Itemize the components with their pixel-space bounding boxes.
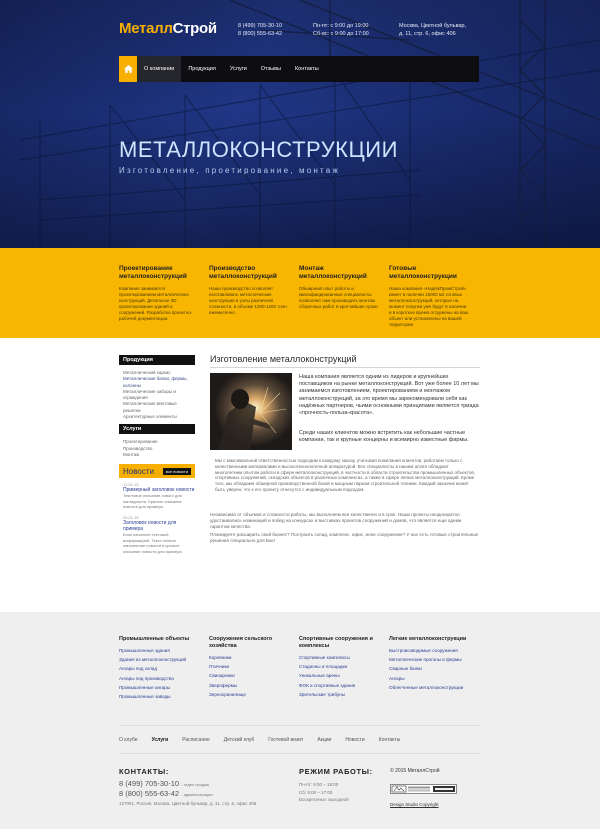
feature-text: Компания занимается проектированием металлических конструкций. Детальное 3D проектирование зданий и сооружений. Разработка проектно-рабочей документации. — [119, 286, 193, 321]
footer-column-title[interactable]: Спортивные сооружения и комплексы — [299, 636, 373, 649]
sidebar-item-grates[interactable]: Металлические винтовые решетки — [123, 401, 177, 413]
feature-text: Наше производство позволяет изготавливать металлические конструкции и узлы различной сложности, в объеме 1000-1200 тонн ежемесячно. — [209, 286, 287, 315]
footer-hours-2: Сб: 9:00 – 17:00 — [299, 789, 333, 795]
content-title: Изготовление металлоконструкций — [210, 354, 357, 364]
footer-nav-item[interactable]: Гостевой визит — [268, 737, 304, 743]
home-button[interactable] — [119, 56, 137, 82]
sidebar-services-heading[interactable]: Услуги — [119, 424, 195, 434]
footer-link[interactable]: Металлические прогоны и фермы — [389, 657, 462, 663]
nav-item-products[interactable]: Продукция — [188, 66, 216, 72]
footer-link[interactable]: Сварные балки — [389, 666, 422, 672]
news-title-link[interactable]: Заголовок новости для примера — [123, 520, 177, 533]
footer-column-industrial — [119, 636, 203, 703]
header-address-1: Москва, Цветной бульвар, — [399, 23, 467, 29]
hero-banner — [0, 0, 600, 248]
nav-item-reviews[interactable]: Отзывы — [260, 66, 281, 72]
header-hours — [313, 22, 369, 38]
footer-link[interactable]: Уникальные арены — [299, 673, 340, 679]
sidebar-services-list — [119, 434, 195, 462]
header-address — [399, 22, 466, 38]
sidebar-products-heading[interactable]: Продукция — [119, 355, 195, 365]
footer-link[interactable]: Ангары — [389, 675, 405, 681]
footer-phone-admin[interactable] — [119, 789, 213, 798]
nav-item-services[interactable]: Услуги — [229, 66, 247, 72]
content-divider — [210, 367, 480, 368]
footer-column-sports — [299, 636, 383, 701]
news-item — [119, 511, 195, 556]
content-paragraph-3: Независимо от объемов и сложности работы, мы выполняем все качественно и в срок. Наши проекты неоднократно удостаивались номинаций и побед на конкурсах и выставках проектов сооружений и домов, что является еще одним гарантом качества. — [210, 512, 462, 529]
footer-column-agriculture — [209, 636, 293, 701]
nav-item-contacts[interactable]: Контакты — [294, 66, 319, 72]
nav-item-about[interactable]: О компании — [137, 56, 181, 82]
welder-photo — [210, 373, 292, 450]
footer-link[interactable]: Здания из металлоконструкций — [119, 657, 187, 663]
footer-divider — [119, 725, 479, 726]
site-logo[interactable] — [119, 20, 217, 37]
footer-hours-3: Воскресенье: выходной — [299, 797, 349, 802]
footer-nav — [119, 737, 479, 743]
content-paragraph-2: Среди наших клиентов можно встретить как небольшие частные компании, так и крупные концерны и всемирно известные фирмы. — [299, 430, 469, 444]
header-hours-2: Сб-вс: с 9:00 до 17:00 — [313, 31, 369, 37]
counter-badge-icon — [391, 785, 456, 793]
footer-phone-1[interactable]: 8 (499) 705-30-10 — [119, 779, 180, 788]
news-date: 12.01.15 — [123, 482, 139, 488]
header-phone-1[interactable]: 8 (499) 705-30-10 — [238, 23, 283, 29]
content-paragraph-4: Планируете расширить свой бизнес? Построить склад, комплекс, офис, иное сооружение? У нас есть готовые строительные решения специально для Вас! — [210, 532, 479, 543]
sidebar-item-installation[interactable]: Монтаж — [123, 451, 140, 457]
hero-subtitle: Изготовление, проетирование, монтаж — [119, 166, 340, 175]
footer-link[interactable]: Коровники — [209, 655, 232, 660]
news-item — [119, 478, 195, 511]
footer-nav-item[interactable]: Детский клуб — [223, 737, 255, 743]
sidebar-products-list — [119, 365, 195, 424]
footer-column-title[interactable]: Сооружения сельского хозяйства — [209, 636, 273, 649]
footer-phone-2-note: - администрация — [181, 792, 213, 797]
feature-production[interactable] — [209, 265, 289, 316]
footer-link[interactable]: Спортивные комплексы — [299, 655, 350, 660]
footer-link[interactable]: Промышленные здания — [119, 648, 170, 653]
footer-link[interactable]: Зернохранилище — [209, 691, 246, 697]
news-title-link[interactable]: Примерный заголовок новости — [123, 487, 195, 494]
footer-link[interactable]: Зверофермы — [209, 682, 238, 688]
footer-link[interactable]: Быстровозводимые сооружения — [389, 648, 458, 653]
footer-phone-1-note: - отдел продаж — [181, 782, 210, 787]
logo-part-2: Строй — [172, 20, 217, 37]
footer-link[interactable]: Стадионы и площадки — [299, 664, 348, 670]
feature-title: Проектирование металлоконструкций — [119, 265, 187, 280]
footer-link[interactable]: Ангары под производство — [119, 675, 174, 681]
logo-part-1: Металл — [119, 20, 173, 37]
sidebar-item-beams[interactable]: Металлические балки, фермы, колонны — [123, 376, 188, 388]
news-date: 03.01.15 — [123, 515, 139, 521]
footer-link[interactable]: Свинарники — [209, 673, 235, 679]
footer-hours-1: Пн-пт: 9:00 – 19:00 — [299, 782, 339, 787]
feature-installation[interactable] — [299, 265, 379, 310]
footer-nav-item[interactable]: О клубе — [119, 737, 138, 743]
footer-phone-sales[interactable] — [119, 779, 209, 788]
sidebar — [119, 355, 195, 556]
feature-title: Производство металлоконструкций — [209, 265, 277, 280]
sidebar-item-fences[interactable]: Металлические заборы и ограждения — [123, 388, 176, 401]
header-phone-2[interactable]: 8 (800) 555-63-42 — [238, 31, 283, 37]
footer-column-title[interactable]: Промышленные объекты — [119, 636, 190, 642]
main-nav — [119, 56, 479, 82]
sidebar-item-production[interactable]: Производство — [123, 445, 153, 451]
footer-link[interactable]: Зрительские трибуны — [299, 691, 346, 697]
feature-title: Готовые металлоконструкции — [389, 265, 457, 280]
content-quote: Мы с максимальной ответственностью подходим к каждому заказу, учитывая пожелания клиентов, работаем только с качественными материалами и высокотехнологичной аппаратурой. Все специалисты в нашем штате обладают многолетним опытом работы в сфере металлоконструкций, в частности в области строительства промышленных объектов, спортивных сооружений, складских объектов в различных комплексах, а также в сфере легких металлоконструкций. Кроме того, мы обладаем обширной производственной базой и мощным парком строительной техники. Каждый заказчик может быть уверен, что к его проекту отнесутся с индивидуальным подходом. — [215, 458, 475, 492]
news-text: Блок наполнен тестовой информацией. Текст полное наполнение новости в краткое описание новости для примера — [123, 532, 182, 554]
hours-heading: РЕЖИМ РАБОТЫ: — [299, 767, 373, 776]
header-phones — [238, 22, 282, 38]
studio-link[interactable]: Design Studio Copyright — [390, 802, 439, 807]
feature-ready[interactable] — [389, 265, 469, 328]
footer-nav-item[interactable]: Новости — [345, 737, 365, 743]
footer-link[interactable]: Ангары под склад — [119, 666, 158, 672]
sidebar-item-design[interactable]: Проектирование — [123, 439, 158, 445]
news-header — [119, 464, 195, 478]
footer-link[interactable]: Облегченные металлоконструкции — [389, 684, 464, 690]
feature-text: Наша компания «НадёжПромСтрой» имеет в наличии 15000 м2 готовых металлоконструкций, которые на момент покупки уже будут в наличии и в короткое время отгружены на ваш объект или установлены на вашей территории — [389, 286, 469, 327]
footer-link[interactable]: Птичники — [209, 664, 230, 670]
home-icon — [124, 65, 133, 73]
construction-crane-image — [0, 0, 600, 248]
feature-design[interactable] — [119, 265, 199, 322]
news-heading: Новости — [123, 466, 154, 476]
footer-hours — [299, 781, 349, 804]
content-paragraph-1: Наша компания является одним из лидеров и крупнейших поставщиков на рынке металлоконструкций. Вот уже более 10 лет мы занимаемся изготовлением, проектированием и монтажом металлоконструкций, за это время мы зарекомендовали себя как надёжных партнеров, чьими основными принципами является триада «прочность-польза-красота». — [299, 374, 479, 417]
footer-column-light — [389, 636, 473, 694]
footer-address: 127051, Россия, Москва, Цветной бульвар, д. 11, стр. 6, офис 406 — [119, 801, 257, 806]
hero-title: МЕТАЛЛОКОНСТРУКЦИИ — [119, 137, 398, 162]
all-news-button[interactable]: все новости — [163, 468, 191, 475]
footer-nav-item[interactable]: Расписание — [182, 737, 210, 743]
sidebar-item-architectural[interactable]: Архитектурные элементы — [123, 414, 177, 420]
features-band — [0, 248, 600, 338]
header-address-2: д. 11, стр. 6, офис 406 — [399, 31, 456, 37]
footer-nav-item[interactable]: Контакты — [378, 737, 401, 743]
copyright: © 2015 МеталлСтрой — [390, 768, 440, 774]
footer-column-title[interactable]: Легкие металлоконструкции — [389, 636, 467, 642]
sidebar-item-frame[interactable]: Металлический каркас — [123, 370, 171, 375]
feature-text: Обширный опыт работы и квалифицированные специалисты позволяют нам производить монтаж сборочных работ в кратчайшие сроки — [299, 286, 378, 309]
footer-link[interactable]: Промышленные ангары — [119, 684, 171, 690]
contacts-heading: КОНТАКТЫ: — [119, 767, 169, 776]
footer-nav-item[interactable]: Акции — [317, 737, 332, 743]
feature-title: Монтаж металлоконструкций — [299, 265, 367, 280]
footer-link[interactable]: ФОК и спортивные здания — [299, 682, 356, 688]
news-text: Текстовое описание нового для наглядности. Краткое описание новости для примера — [123, 493, 182, 510]
counter-badge[interactable] — [390, 784, 457, 794]
footer-link[interactable]: Промышленные заводы — [119, 693, 171, 699]
footer-phone-2[interactable]: 8 (800) 555-63-42 — [119, 789, 180, 798]
header-hours-1: Пн-пт: с 9:00 до 19:00 — [313, 23, 369, 29]
footer-divider — [119, 753, 479, 754]
footer-nav-item-active[interactable]: Услуги — [151, 737, 169, 743]
